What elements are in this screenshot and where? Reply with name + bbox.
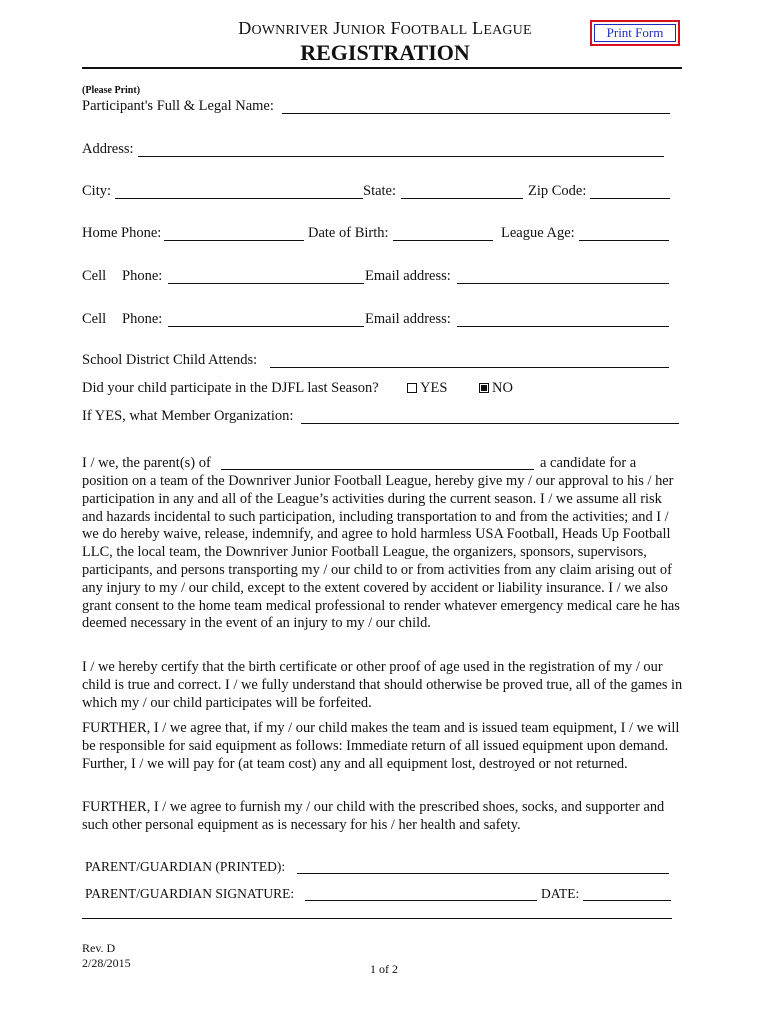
yes-checkbox[interactable]: [407, 383, 417, 393]
school-district-field[interactable]: [270, 367, 669, 368]
please-print-note: (Please Print): [82, 85, 141, 96]
page-number: 1 of 2: [370, 962, 398, 976]
revision-label: Rev. D: [82, 941, 116, 955]
consent-paragraph: position on a team of the Downriver Junior Football League, hereby give my / our approval to his / her participation in any and all of the League’s activities during the current season. I / we assume all risk and hazards incidental to such participation, including transportation to and from the activities; and I / we do hereby waive, release, indemnify, and agree to hold harmless USA Football, Heads Up Football LLC, the local team, the Downriver Junior Football League, the organizers, sponsors, supervisors, participants, and persons transporting my / our child to or from activities from any claim arising out of any injury to my / our child, except to the extent covered by accident or liability insurance. I / we also grant consent to the home team medical professional to render whatever emergency medical care he has deemed necessary in the event of an injury to my / our child.: [82, 473, 680, 632]
email-1-label: Email address:: [365, 268, 451, 284]
cell-phone-2-label-b: Phone:: [122, 311, 163, 327]
date-field[interactable]: [583, 900, 671, 901]
zip-field[interactable]: [590, 198, 670, 199]
revision-date: 2/28/2015: [82, 956, 131, 970]
email-2-field[interactable]: [457, 326, 669, 327]
email-2-label: Email address:: [365, 311, 451, 327]
address-label: Address:: [82, 141, 134, 157]
cell-phone-2-field[interactable]: [168, 326, 364, 327]
print-form-label: Print Form: [594, 24, 676, 42]
member-organization-label: If YES, what Member Organization:: [82, 408, 294, 424]
no-checkbox[interactable]: [479, 383, 489, 393]
footer-divider: [82, 918, 672, 919]
dob-label: Date of Birth:: [308, 225, 389, 241]
guardian-printed-field[interactable]: [297, 873, 669, 874]
yes-label: YES: [420, 380, 448, 396]
city-field[interactable]: [115, 198, 363, 199]
consent-intro-end: a candidate for a: [540, 455, 637, 471]
consent-intro: I / we, the parent(s) of: [82, 455, 211, 471]
title-divider: [82, 67, 682, 69]
equipment-paragraph: FURTHER, I / we agree that, if my / our child makes the team and is issued team equipment, I / we will be responsible for said equipment as follows: Immediate return of all issued equipment upon demand. Further, I / we will pay for (at team cost) any and all equipment lost, destroyed or not returned.: [82, 720, 680, 772]
league-name: DOWNRIVER JUNIOR FOOTBALL LEAGUE: [238, 18, 532, 38]
zip-label: Zip Code:: [528, 183, 587, 199]
cell-phone-1-label-a: Cell: [82, 268, 107, 284]
league-age-field[interactable]: [579, 240, 669, 241]
guardian-signature-label: PARENT/GUARDIAN SIGNATURE:: [85, 886, 295, 901]
guardian-signature-field[interactable]: [305, 900, 537, 901]
dob-field[interactable]: [393, 240, 493, 241]
full-name-label: Participant's Full & Legal Name:: [82, 98, 274, 114]
date-label: DATE:: [541, 886, 580, 901]
home-phone-label: Home Phone:: [82, 225, 162, 241]
home-phone-field[interactable]: [164, 240, 304, 241]
personal-equipment-paragraph: FURTHER, I / we agree to furnish my / our child with the prescribed shoes, socks, and supporter and such other personal equipment as is necessary for his / her health and safety.: [82, 799, 665, 833]
cell-phone-2-label-a: Cell: [82, 311, 107, 327]
full-name-field[interactable]: [282, 113, 670, 114]
cell-phone-1-label-b: Phone:: [122, 268, 163, 284]
city-label: City:: [82, 183, 112, 199]
email-1-field[interactable]: [457, 283, 669, 284]
guardian-printed-label: PARENT/GUARDIAN (PRINTED):: [85, 859, 286, 874]
state-field[interactable]: [401, 198, 523, 199]
cell-phone-1-field[interactable]: [168, 283, 364, 284]
child-name-field[interactable]: [221, 469, 534, 470]
certification-paragraph: I / we hereby certify that the birth certificate or other proof of age used in the registration of my / our child is true and correct. I / we fully understand that should otherwise be proved true, all of the games in which my / our child participates will be forfeited.: [82, 659, 683, 711]
participated-question: Did your child participate in the DJFL last Season?: [82, 380, 379, 396]
page-title: REGISTRATION: [300, 40, 470, 65]
address-field[interactable]: [138, 156, 664, 157]
league-age-label: League Age:: [501, 225, 575, 241]
school-district-label: School District Child Attends:: [82, 352, 258, 368]
no-label: NO: [492, 380, 513, 396]
member-organization-field[interactable]: [301, 423, 679, 424]
state-label: State:: [363, 183, 397, 199]
